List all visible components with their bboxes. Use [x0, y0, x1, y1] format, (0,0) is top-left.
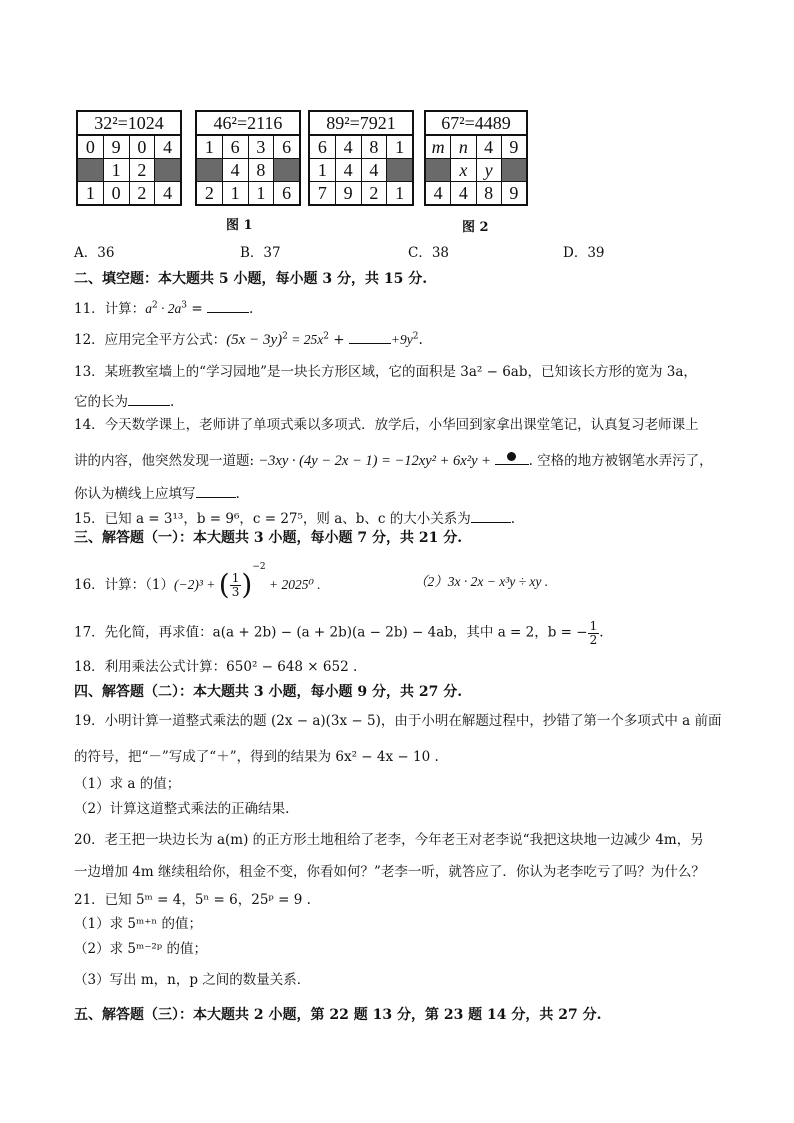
grid-cell — [426, 159, 451, 181]
grid-row — [197, 182, 299, 204]
q11-eq: = — [187, 301, 207, 317]
q16-prefix: 16．计算：（1） — [74, 576, 175, 593]
grid-cell: 1 — [78, 182, 104, 204]
grid-cell — [155, 159, 180, 181]
grid-row — [78, 136, 180, 159]
q16-p1: (−2)³ + — [174, 576, 219, 592]
grid-cell: x — [451, 159, 476, 181]
grid-header: 32²=1024 — [78, 112, 180, 136]
q17-den: 2 — [589, 632, 598, 647]
grid-cell: y — [477, 159, 502, 181]
grid-cell — [197, 159, 223, 181]
q12-answer-blank[interactable] — [349, 329, 391, 344]
grid-cell: 3 — [249, 136, 275, 158]
q11-expr3: · 2a — [157, 301, 182, 316]
grid-cell: 1 — [197, 136, 223, 158]
q16-den: 3 — [231, 584, 240, 599]
grid-cell: 4 — [426, 182, 451, 204]
grid-cell: 1 — [104, 159, 130, 181]
grid-header: 89²=7921 — [310, 112, 412, 136]
grid-cell: 2 — [362, 182, 388, 204]
question-15 — [74, 508, 515, 527]
grid-row — [310, 136, 412, 159]
figure-2-label: 图 2 — [462, 220, 489, 235]
question-19-sub1: （1）求 a 的值； — [74, 776, 181, 792]
q11-exp2: 3 — [181, 300, 188, 311]
grid-cell: 9 — [509, 183, 519, 203]
q11-expr1: a — [145, 301, 152, 316]
grid-cell — [502, 159, 526, 181]
q15-text: 15．已知 a = 3¹³，b = 9⁶，c = 27⁵，则 a、b、c 的大小关系为 — [74, 511, 471, 527]
grid-cell: 1 — [249, 182, 275, 204]
q17-num: 1 — [589, 619, 598, 633]
q17-text: 17．先化简，再求值：a(a + 2b) − (a + 2b)(a − 2b) − 4ab，其中 a = 2，b = − — [74, 624, 588, 641]
grid-row — [197, 159, 299, 182]
q11-prefix: 11．计算： — [74, 301, 146, 317]
grid-row — [310, 182, 412, 204]
grid-cell: 7 — [310, 182, 336, 204]
q12-plus: + — [328, 332, 349, 348]
grid-cell: 8 — [477, 182, 502, 204]
q16-p2: + 2025⁰ . — [265, 576, 321, 592]
q13-line2-text: 它的长为 — [74, 394, 128, 410]
grid-cell — [78, 159, 104, 181]
question-16 — [74, 563, 321, 608]
q14-line2-end: . 空格的地方被钢笔水弄污了， — [528, 453, 713, 469]
q14-end: . — [235, 486, 240, 502]
grid-cell: 0 — [104, 182, 130, 204]
grid-cell: 1 — [395, 183, 405, 203]
grid-cell: 9 — [336, 182, 362, 204]
grid-cell: 0 — [130, 136, 156, 158]
q12-sq2: 2 — [323, 331, 329, 342]
grid-row — [426, 159, 526, 182]
square-grid-2 — [195, 110, 301, 206]
question-20-line1: 20．老王把一块边长为 a(m) 的正方形土地租给了老李，今年老王对老李说“我把这块地一边减少 4m，另 — [74, 832, 704, 848]
q14-expr: −3xy · (4y − 2x − 1) = −12xy² + 6x²y + — [258, 453, 495, 469]
grid-cell: 2 — [197, 182, 223, 204]
question-20-line2: 一边增加 4m 继续租给你，租金不变，你看如何？”老李一听，就答应了．你认为老李吃亏了吗？为什么？ — [74, 864, 705, 880]
grid-cell: 6 — [282, 183, 292, 203]
q14-answer-blank-2[interactable] — [196, 483, 236, 498]
grid-cell: 6 — [310, 136, 336, 158]
grid-cell: 4 — [451, 182, 476, 204]
grid-row — [197, 136, 299, 159]
question-13-line1: 13．某班教室墙上的“学习园地”是一块长方形区域，它的面积是 3a² − 6ab，已知该长方形的宽为 3a， — [74, 364, 697, 380]
grid-cell: 9 — [104, 136, 130, 158]
square-grid-1 — [76, 110, 182, 206]
q14-line2-text: 讲的内容，他突然发现一道题: — [74, 453, 259, 469]
q15-end: . — [510, 511, 516, 527]
grid-cell: 6 — [282, 137, 292, 157]
choice-b: B．37 — [240, 245, 281, 261]
question-21-sub3: （3）写出 m，n，p 之间的数量关系． — [74, 972, 311, 988]
grid-cell — [387, 159, 412, 181]
grid-cell: 4 — [163, 137, 173, 157]
q16-paren-open: ( — [218, 568, 230, 601]
grid-cell: 4 — [336, 136, 362, 158]
q12-mid: = 25x — [287, 332, 324, 347]
question-14-line1: 14．今天数学课上，老师讲了单项式乘以多项式．放学后，小华回到家拿出课堂笔记，认真复习老师课上 — [74, 417, 699, 433]
grid-row — [78, 159, 180, 182]
grid-cell: 1 — [395, 137, 405, 157]
q13-end: . — [170, 394, 175, 410]
grid-cell: n — [451, 136, 476, 158]
q16-exp: −2 — [252, 561, 266, 572]
question-16-part2: （2）3x · 2x − x³y ÷ xy . — [414, 574, 549, 589]
choice-a: A．36 — [74, 245, 115, 261]
q14-line3-text: 你认为横线上应填写 — [74, 486, 196, 502]
q12-end: . — [418, 332, 423, 348]
question-19-line2: 的符号，把“－”写成了“＋”，得到的结果为 6x² − 4x − 10 . — [74, 749, 439, 765]
question-18: 18．利用乘法公式计算：650² − 648 × 652 . — [74, 659, 358, 675]
grid-cell: 8 — [362, 136, 388, 158]
question-14-line2 — [74, 450, 713, 469]
grid-cell: 1 — [310, 159, 336, 181]
question-21-sub1: （1）求 5ᵐ⁺ⁿ 的值； — [74, 916, 203, 932]
q11-answer-blank[interactable] — [207, 298, 249, 313]
q17-fraction — [588, 620, 600, 646]
grid-cell: 9 — [509, 137, 519, 157]
q12-expr: (5x − 3y) — [226, 332, 283, 348]
choice-d: D．39 — [563, 245, 605, 261]
section-5-heading: 五、解答题（三）：本大题共 2 小题，第 22 题 13 分，第 23 题 14 分，共 27 分. — [74, 1007, 602, 1023]
choice-c: C．38 — [408, 245, 450, 261]
grid-cell: 4 — [223, 159, 249, 181]
figure-1-label: 图 1 — [226, 218, 253, 233]
q11-end: . — [248, 301, 254, 317]
grid-cell: 4 — [477, 136, 502, 158]
question-21-line1: 21．已知 5ᵐ = 4，5ⁿ = 6，25ᵖ = 9 . — [74, 892, 311, 908]
grid-row — [426, 136, 526, 159]
grid-header: 67²=4489 — [426, 112, 526, 136]
q16-paren-close: ) — [241, 568, 253, 601]
grid-cell: 8 — [249, 159, 275, 181]
q17-end: . — [599, 624, 604, 641]
q12-sq: 2 — [282, 331, 288, 342]
q15-answer-blank[interactable] — [471, 508, 511, 523]
question-14-line3 — [74, 483, 240, 502]
question-19-line1: 19．小明计算一道整式乘法的题 (2x − a)(3x − 5)，由于小明在解题过程中，抄错了第一个多项式中 a 前面 — [74, 713, 722, 729]
question-13-line2 — [74, 391, 174, 410]
grid-cell: 0 — [78, 136, 104, 158]
grid-cell: 4 — [362, 159, 388, 181]
grid-cell: 2 — [130, 182, 156, 204]
square-grid-4 — [424, 110, 528, 206]
grid-cell: 6 — [223, 136, 249, 158]
grid-cell: 4 — [336, 159, 362, 181]
q12-after: +9y — [390, 332, 413, 347]
section-4-heading: 四、解答题（二）：本大题共 3 小题，每小题 9 分，共 27 分. — [74, 684, 463, 700]
question-17 — [74, 620, 604, 646]
grid-row — [310, 159, 412, 182]
grid-row — [426, 182, 526, 204]
q14-answer-blank[interactable] — [495, 450, 529, 465]
question-21-sub2: （2）求 5ᵐ⁻²ᵖ 的值； — [74, 941, 207, 957]
grid-cell: 2 — [130, 159, 156, 181]
square-grid-3 — [308, 110, 414, 206]
question-19-sub2: （2）计算这道整式乘法的正确结果. — [74, 801, 290, 817]
q12-prefix: 12．应用完全平方公式： — [74, 332, 227, 348]
q11-exp1: 2 — [151, 300, 158, 311]
q16-num: 1 — [231, 571, 240, 586]
grid-cell: 1 — [223, 182, 249, 204]
grid-cell: 4 — [163, 183, 173, 203]
ink-blot-icon — [507, 452, 516, 461]
section-3-heading: 三、解答题（一）：本大题共 3 小题，每小题 7 分，共 21 分. — [74, 530, 463, 546]
grid-header: 46²=2116 — [197, 112, 299, 136]
question-11 — [74, 298, 253, 317]
question-12 — [74, 329, 423, 348]
grid-row — [78, 182, 180, 204]
grid-cell: m — [426, 136, 451, 158]
q12-sq3: 2 — [412, 331, 419, 342]
grid-cell — [274, 159, 299, 181]
section-2-heading: 二、填空题：本大题共 5 小题，每小题 3 分，共 15 分. — [74, 271, 428, 287]
q16-fraction — [230, 572, 242, 598]
q13-answer-blank[interactable] — [128, 391, 170, 406]
